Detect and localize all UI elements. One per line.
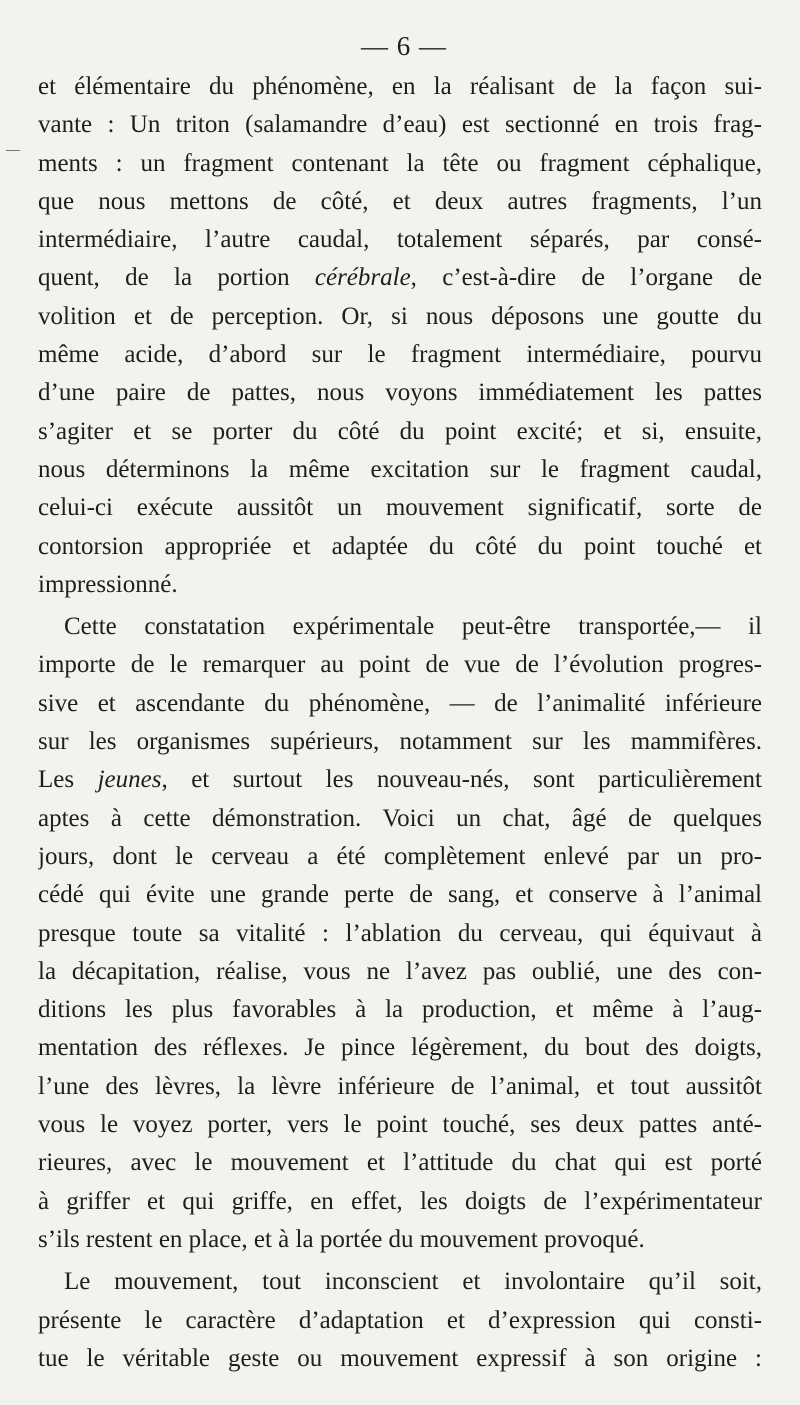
text-line: à griffer et qui griffe, en effet, les doigts de l’expérimentateur	[38, 1187, 762, 1215]
text-line: la décapitation, réalise, vous ne l’avez pas oublié, une des con-	[38, 957, 762, 985]
text-line: présente le caractère d’adaptation et d’expression qui consti-	[38, 1306, 762, 1334]
text-line: presque toute sa vitalité : l’ablation du cerveau, qui équivaut à	[38, 919, 762, 947]
margin-mark	[6, 150, 20, 151]
text-line: Cette constatation expérimentale peut-être transportée,— il	[64, 613, 762, 641]
text-line: même acide, d’abord sur le fragment intermédiaire, pourvu	[38, 341, 762, 369]
text-line: que nous mettons de côté, et deux autres fragments, l’un	[38, 187, 762, 215]
italic-word: cérébrale	[314, 264, 411, 292]
text-line: vous le voyez porter, vers le point touché, ses deux pattes anté-	[38, 1111, 762, 1139]
text-line: l’une des lèvres, la lèvre inférieure de l’animal, et tout aussitôt	[38, 1072, 762, 1100]
paragraph-3	[38, 1263, 762, 1378]
text-line: importe de le remarquer au point de vue de l’évolution progres-	[38, 651, 762, 679]
text-line: quent, de la portion cérébrale, c’est-à-dire de l’organe de	[38, 264, 762, 292]
text-line: nous déterminons la même excitation sur le fragment caudal,	[38, 455, 762, 483]
text-line: sur les organismes supérieurs, notamment sur les mammifères.	[38, 728, 762, 756]
text-line: impressionné.	[38, 570, 178, 598]
text-line: s’ils restent en place, et à la portée du mouvement provoqué.	[38, 1225, 645, 1253]
text-line: volition et de perception. Or, si nous déposons une goutte du	[38, 302, 762, 330]
text-line: ditions les plus favorables à la production, et même à l’aug-	[38, 996, 762, 1024]
page-number: — 6 —	[361, 31, 447, 61]
text-line: jours, dont le cerveau a été complètement enlevé par un pro-	[38, 842, 762, 870]
text-line: aptes à cette démonstration. Voici un chat, âgé de quelques	[38, 804, 762, 832]
text-line: contorsion appropriée et adaptée du côté du point touché et	[38, 532, 762, 560]
text-line: intermédiaire, l’autre caudal, totalement séparés, par consé-	[38, 226, 762, 254]
text-line: tue le véritable geste ou mouvement expressif à son origine :	[38, 1344, 762, 1372]
text-line: sive et ascendante du phénomène, — de l’animalité inférieure	[38, 689, 762, 717]
text-line: s’agiter et se porter du côté du point excité; et si, ensuite,	[38, 417, 762, 445]
text-line: Les jeunes, et surtout les nouveau-nés, sont particulièrement	[38, 766, 762, 794]
text-line: mentation des réflexes. Je pince légèrement, du bout des doigts,	[38, 1034, 762, 1062]
text-line: Le mouvement, tout inconscient et involontaire qu’il soit,	[64, 1268, 762, 1296]
text-line: vante : Un triton (salamandre d’eau) est sectionné en trois frag-	[38, 111, 762, 139]
text-line: d’une paire de pattes, nous voyons immédiatement les pattes	[38, 379, 762, 407]
text-line: ments : un fragment contenant la tête ou fragment céphalique,	[38, 149, 762, 177]
text-line: cédé qui évite une grande perte de sang, et conserve à l’animal	[38, 881, 762, 909]
text-line: rieures, avec le mouvement et l’attitude du chat qui est porté	[38, 1149, 762, 1177]
paragraph-1	[38, 68, 762, 604]
italic-word: jeunes	[97, 766, 162, 794]
text-line: celui-ci exécute aussitôt un mouvement significatif, sorte de	[38, 494, 762, 522]
text-line: et élémentaire du phénomène, en la réalisant de la façon sui-	[38, 73, 762, 100]
paragraph-2	[38, 608, 762, 1259]
